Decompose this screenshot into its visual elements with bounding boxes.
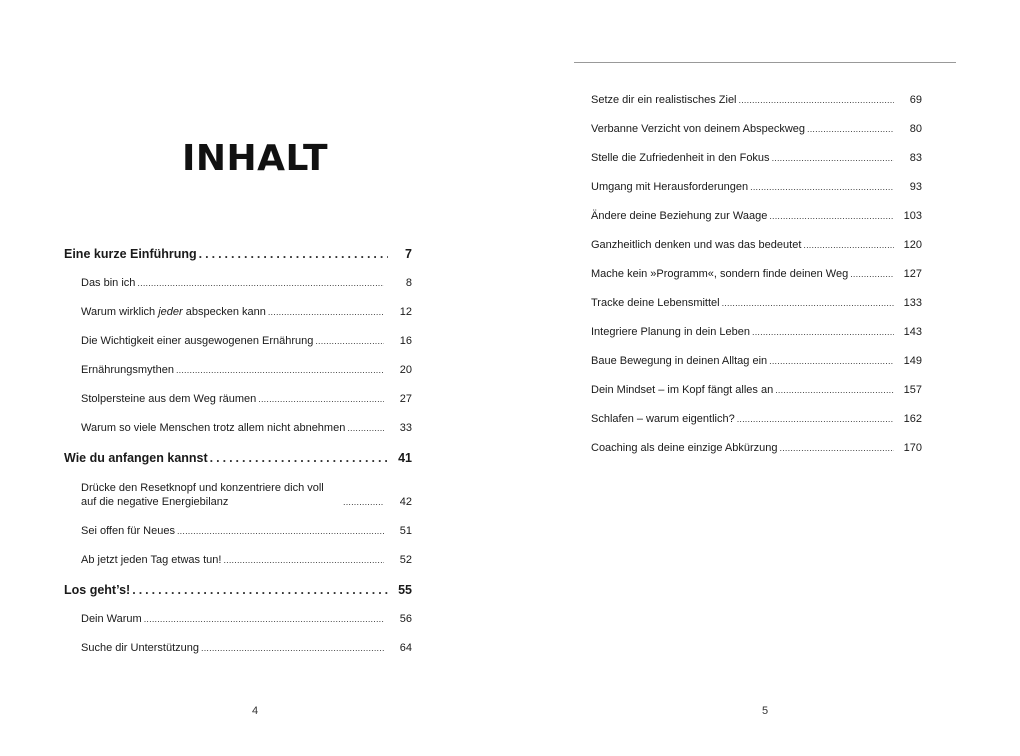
entry-page-number: 27 (399, 393, 412, 405)
entry-label: Sei offen für Neues (81, 525, 175, 537)
header-rule (574, 62, 956, 63)
dot-leader (343, 495, 384, 509)
toc-entry[interactable] (64, 379, 412, 408)
dot-leader (769, 354, 894, 368)
entry-label: Coaching als deine einzige Abkürzung (591, 442, 778, 454)
toc-entry[interactable] (591, 399, 922, 428)
entry-label (81, 481, 341, 509)
entry-page-number: 8 (405, 277, 412, 289)
entry-label: Dein Warum (81, 613, 142, 625)
toc-entry[interactable] (64, 350, 412, 379)
entry-label: Ab jetzt jeden Tag etwas tun! (81, 554, 222, 566)
entry-label: Stelle die Zufriedenheit in den Fokus (591, 152, 770, 164)
dot-leader (223, 553, 384, 567)
dot-leader (258, 392, 384, 406)
entry-label: Los geht’s! (64, 583, 131, 597)
toc-entry[interactable] (64, 467, 412, 511)
dot-leader (137, 276, 384, 290)
entry-label-emphasis: jeder (158, 306, 183, 318)
entry-label-line: auf die negative Energiebilanz (81, 496, 229, 508)
entry-label: Verbanne Verzicht von deinem Abspeckweg (591, 123, 806, 135)
entry-page-number: 170 (903, 442, 922, 454)
entry-page-number: 12 (399, 306, 412, 318)
entry-page-number: 120 (903, 239, 922, 251)
entry-label-part: abspecken kann (182, 306, 266, 318)
toc-entry[interactable] (591, 283, 922, 312)
entry-page-number: 33 (399, 422, 412, 434)
dot-leader (177, 524, 384, 538)
entry-label: Tracke deine Lebensmittel (591, 297, 720, 309)
entry-page-number: 51 (399, 525, 412, 537)
entry-page-number: 133 (903, 297, 922, 309)
entry-page-number: 103 (903, 210, 922, 222)
dot-leader (780, 441, 894, 455)
entry-page-number: 52 (399, 554, 412, 566)
dot-leader (807, 122, 894, 136)
toc-entry[interactable] (591, 80, 922, 109)
entry-label-part: Warum wirklich (81, 306, 159, 318)
dot-leader (199, 247, 388, 261)
dot-leader (850, 267, 894, 281)
toc-entry[interactable] (591, 225, 922, 254)
entry-label: Schlafen – warum eigentlich? (591, 413, 735, 425)
toc-section-entry[interactable] (64, 437, 412, 467)
toc-entry[interactable] (591, 428, 922, 457)
entry-page-number: 20 (399, 364, 412, 376)
entry-label: Stolpersteine aus dem Weg räumen (81, 393, 257, 405)
entry-label: Ändere deine Beziehung zur Waage (591, 210, 768, 222)
toc-entry[interactable] (591, 109, 922, 138)
entry-page-number: 80 (909, 123, 922, 135)
dot-leader (268, 305, 384, 319)
toc-entry[interactable] (64, 263, 412, 292)
entry-page-number: 157 (903, 384, 922, 396)
entry-label: Wie du anfangen kannst (64, 451, 208, 465)
dot-leader (201, 641, 384, 655)
entry-page-number: 55 (398, 583, 412, 597)
toc-title: INHALT (181, 138, 329, 179)
toc-entry[interactable] (64, 599, 412, 628)
dot-leader (144, 612, 384, 626)
entry-label: Suche dir Unterstützung (81, 642, 200, 654)
toc-section-entry[interactable] (64, 233, 412, 263)
entry-page-number: 83 (909, 152, 922, 164)
toc-list-left (64, 233, 412, 657)
entry-page-number: 42 (399, 496, 412, 508)
toc-entry[interactable] (591, 196, 922, 225)
dot-leader (722, 296, 894, 310)
toc-list-right (591, 80, 922, 457)
toc-entry[interactable] (64, 511, 412, 540)
entry-label: Die Wichtigkeit einer ausgewogenen Ernährung (81, 335, 314, 347)
toc-entry[interactable] (591, 341, 922, 370)
toc-entry[interactable] (64, 628, 412, 657)
toc-entry[interactable] (591, 254, 922, 283)
entry-label: Dein Mindset – im Kopf fängt alles an (591, 384, 774, 396)
dot-leader (315, 334, 384, 348)
dot-leader (739, 93, 894, 107)
entry-page-number: 149 (903, 355, 922, 367)
entry-page-number: 93 (909, 181, 922, 193)
dot-leader (803, 238, 894, 252)
entry-label (81, 305, 266, 319)
entry-page-number: 16 (399, 335, 412, 347)
entry-page-number: 7 (405, 247, 412, 261)
dot-leader (347, 421, 384, 435)
toc-entry[interactable] (64, 540, 412, 569)
toc-entry[interactable] (591, 167, 922, 196)
entry-page-number: 56 (399, 613, 412, 625)
dot-leader (769, 209, 894, 223)
dot-leader (176, 363, 384, 377)
entry-page-number: 41 (398, 451, 412, 465)
entry-label: Mache kein »Programm«, sondern finde deinen Weg (591, 268, 849, 280)
dot-leader (752, 325, 894, 339)
toc-entry[interactable] (64, 321, 412, 350)
entry-page-number: 162 (903, 413, 922, 425)
toc-section-entry[interactable] (64, 569, 412, 599)
page-number: 5 (761, 705, 769, 717)
entry-page-number: 143 (903, 326, 922, 338)
entry-label-line: Drücke den Resetknopf und konzentriere dich voll (81, 482, 324, 494)
dot-leader (772, 151, 894, 165)
toc-entry[interactable] (591, 370, 922, 399)
toc-entry[interactable] (64, 408, 412, 437)
page-number: 4 (251, 705, 259, 717)
right-page (510, 0, 1020, 756)
entry-label: Ernährungsmythen (81, 364, 174, 376)
entry-page-number: 127 (903, 268, 922, 280)
entry-label: Eine kurze Einführung (64, 247, 197, 261)
entry-label: Setze dir ein realistisches Ziel (591, 94, 737, 106)
dot-leader (737, 412, 894, 426)
entry-label: Warum so viele Menschen trotz allem nicht abnehmen (81, 422, 346, 434)
entry-label: Baue Bewegung in deinen Alltag ein (591, 355, 768, 367)
entry-label: Umgang mit Herausforderungen (591, 181, 749, 193)
dot-leader (750, 180, 894, 194)
entry-page-number: 64 (399, 642, 412, 654)
entry-label: Ganzheitlich denken und was das bedeutet (591, 239, 802, 251)
entry-label: Integriere Planung in dein Leben (591, 326, 751, 338)
dot-leader (210, 451, 388, 465)
dot-leader (775, 383, 894, 397)
toc-entry[interactable] (591, 138, 922, 167)
dot-leader (132, 583, 388, 597)
toc-entry[interactable] (591, 312, 922, 341)
entry-page-number: 69 (909, 94, 922, 106)
entry-label: Das bin ich (81, 277, 136, 289)
toc-entry[interactable] (64, 292, 412, 321)
